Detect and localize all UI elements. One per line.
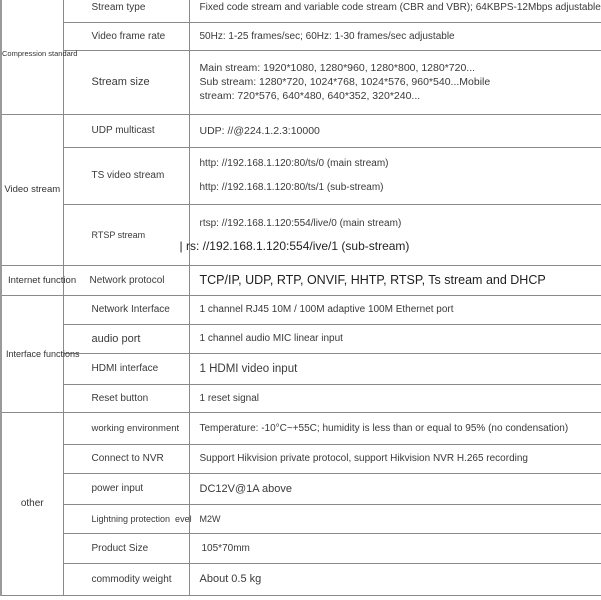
value-reset: 1 reset signal: [189, 384, 601, 412]
ts-line: http: //192.168.1.120:80/ts/0 (main stream): [199, 157, 389, 169]
label-lightning: Lightning protection evel: [63, 504, 189, 533]
category-other: other: [1, 412, 63, 595]
label-audio-port: audio port: [63, 324, 189, 353]
category-internet: Internet function: [1, 265, 63, 295]
value-lightning: M2W: [189, 504, 601, 533]
label-network-protocol: Network protocol: [63, 265, 189, 295]
value-stream-size: [189, 50, 601, 114]
row-frame-rate: [1, 22, 601, 50]
rtsp-line: | rs: //192.168.1.120:554/ive/1 (sub-stream): [179, 238, 410, 253]
category-video-stream: Video stream: [1, 114, 63, 265]
label-stream-size: Stream size: [63, 50, 189, 114]
label-network-interface: Network Interface: [63, 295, 189, 324]
row-network-protocol: [1, 265, 601, 295]
value-udp: UDP: //@224.1.2.3:10000: [189, 114, 601, 147]
row-hdmi: [1, 353, 601, 384]
stream-size-line: stream: 720*576, 640*480, 640*352, 320*240...: [199, 90, 421, 102]
row-udp: [1, 114, 601, 147]
row-rtsp: [1, 204, 601, 265]
label-weight: commodity weight: [63, 563, 189, 595]
row-reset: [1, 384, 601, 412]
rtsp-line: rtsp: //192.168.1.120:554/live/0 (main stream): [199, 217, 402, 229]
value-weight: About 0.5 kg: [189, 563, 601, 595]
value-network-interface: 1 channel RJ45 10M / 100M adaptive 100M Ethernet port: [189, 295, 601, 324]
row-weight: [1, 563, 601, 595]
label-nvr: Connect to NVR: [63, 444, 189, 473]
row-network-interface: [1, 295, 601, 324]
value-power: DC12V@1A above: [189, 473, 601, 504]
label-hdmi: HDMI interface: [63, 353, 189, 384]
value-environment: Temperature: -10°C~+55C; humidity is less than or equal to 95% (no condensation): [189, 412, 601, 444]
value-rtsp: [179, 204, 601, 265]
label-power: power input: [63, 473, 189, 504]
label-frame-rate: Video frame rate: [63, 22, 189, 50]
row-nvr: [1, 444, 601, 473]
category-compression: Compression standard: [1, 0, 63, 114]
value-network-protocol: TCP/IP, UDP, RTP, ONVIF, HHTP, RTSP, Ts stream and DHCP: [189, 265, 601, 295]
value-frame-rate: 50Hz: 1-25 frames/sec; 60Hz: 1-30 frames/sec adjustable: [189, 22, 601, 50]
stream-size-line: Main stream: 1920*1080, 1280*960, 1280*800, 1280*720...: [199, 62, 476, 74]
label-stream-type: Stream type: [63, 0, 189, 22]
label-udp: UDP multicast: [63, 114, 189, 147]
row-ts: [1, 147, 601, 204]
value-nvr: Support Hikvision private protocol, support Hikvision NVR H.265 recording: [189, 444, 601, 473]
row-stream-type: [1, 0, 601, 22]
label-rtsp: RTSP stream: [63, 204, 189, 265]
row-size: [1, 533, 601, 563]
value-size: 105*70mm: [189, 533, 601, 563]
category-interface: Interface functions: [1, 295, 63, 412]
value-hdmi: 1 HDMI video input: [189, 353, 601, 384]
value-stream-type: Fixed code stream and variable code stream (CBR and VBR); 64KBPS-12Mbps adjustable: [189, 0, 601, 22]
label-size: Product Size: [63, 533, 189, 563]
ts-line: http: //192.168.1.120:80/ts/1 (sub-stream): [199, 181, 384, 193]
label-environment: working environment: [63, 412, 189, 444]
label-reset: Reset button: [63, 384, 189, 412]
label-ts: TS video stream: [63, 147, 189, 204]
row-stream-size: [1, 50, 601, 114]
row-lightning: [1, 504, 601, 533]
stream-size-line: Sub stream: 1280*720, 1024*768, 1024*576, 960*540...Mobile: [199, 76, 491, 88]
value-audio-port: 1 channel audio MIC linear input: [189, 324, 601, 353]
row-audio-port: [1, 324, 601, 353]
value-ts: [189, 147, 601, 204]
row-environment: [1, 412, 601, 444]
row-power: [1, 473, 601, 504]
